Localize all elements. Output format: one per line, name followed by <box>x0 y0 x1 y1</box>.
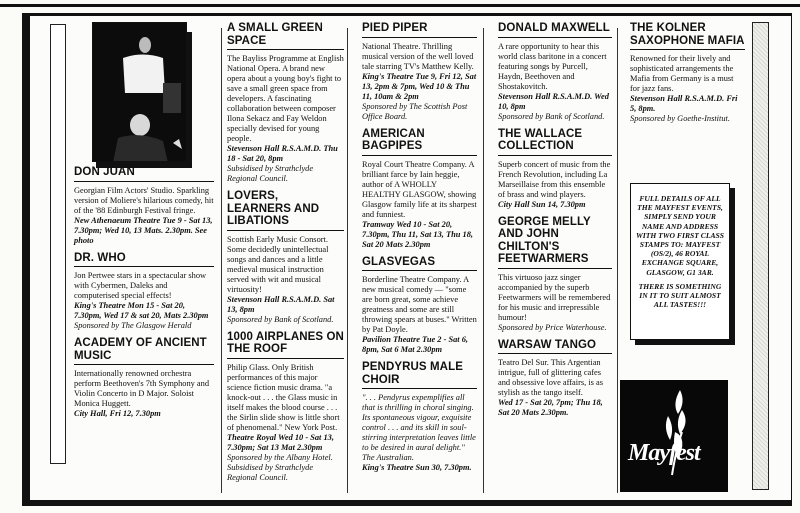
event-description: Philip Glass. Only British performances of this major science fiction music drama. "a knock-out . . . the Glass music in itself makes the blood course . . . the Sirlin slide show is little short of phenomenal." New York Post. <box>227 362 340 432</box>
event-venue: King's Theatre Tue 9, Fri 12, Sat 13, 2pm & 7pm, Wed 10 & Thu 11, 10am & 2pm <box>362 71 477 101</box>
event-glasvegas <box>362 256 477 356</box>
event-sponsor: Sponsored by the Albany Hotel. Subsidised by Strathclyde Regional Council. <box>227 452 333 482</box>
event-lovers-learners <box>227 190 344 325</box>
event-description: This virtuoso jazz singer accompanied by the superb Feetwarmers will be remembered for his music and irrepressible humour! <box>498 272 611 322</box>
column-divider <box>617 28 618 493</box>
event-venue: Tramway Wed 10 - Sat 20, 7.30pm, Thu 11, Sat 13, Thu 18, Sat 20 Mats 2.30pm <box>362 219 473 249</box>
logo-text: Mayfest <box>628 440 700 466</box>
event-description: Royal Court Theatre Company. A brilliant farce by Iain heggie, author of A WHOLLY HEALTHY GLASGOW, showing Glasgow family life at its sharpest and funniest. <box>362 159 477 219</box>
event-sponsor: Sponsored by Price Waterhouse. <box>498 322 607 332</box>
event-venue: King's Theatre Mon 15 - Sat 20, 7.30pm, Wed 17 & sat 20, Mats 2.30pm <box>74 301 209 320</box>
mayfest-logo <box>620 380 728 492</box>
event-description: Superb concert of music from the French Revolution, including La Marseillaise from this ensemble of brass and wind players. <box>498 159 611 199</box>
event-1000-airplanes <box>227 331 344 483</box>
event-venue: Stevenson Hall R.S.A.M.D. Wed 10, 8pm <box>498 91 609 111</box>
event-title: DR. WHO <box>74 252 214 268</box>
event-venue: City Hall Sun 14, 7.30pm <box>498 199 586 209</box>
event-description: A rare opportunity to hear this world class baritone in a concert featuring songs by Purcell, Haydn, Beethoven and Shostakovitch. <box>498 41 607 91</box>
left-decorative-bar <box>50 24 66 464</box>
event-title: DON JUAN <box>74 166 214 182</box>
event-don-juan <box>74 166 214 246</box>
event-venue: Theatre Royal Wed 10 - Sat 13, 7.30pm; Sat 13 Mat 2.30pm <box>227 432 334 452</box>
column-4 <box>498 22 612 424</box>
event-venue: Stevenson Hall R.S.A.M.D. Thu 18 - Sat 20, 8pm <box>227 144 338 163</box>
event-sponsor: Sponsored by The Scottish Post Office Board. <box>362 101 468 121</box>
event-title: PENDYRUS MALE CHOIR <box>362 361 477 389</box>
event-description: The Bayliss Programme at English National Opera. A brand new opera about a young boy's fight to save a small green space from developers. A fascinating collaboration between composer Ilona Sekacz and Fay Weldon specially devised for young people. <box>227 54 344 143</box>
event-description: ". . . Pendyrus expemplifies all that is thrilling in choral singing. Its spontaneous vigour, exquisite control . . . and its skill in soul-stirring interpretation leaves little to be desired in aural delight." The Australian. <box>362 393 476 462</box>
event-academy-ancient-music <box>74 337 214 419</box>
event-sponsor: Sponsored by Bank of Scotland. <box>227 314 334 324</box>
event-sponsor: Sponsored by The Glasgow Herald <box>74 321 192 330</box>
event-venue: Pavilion Theatre Tue 2 - Sat 6, 8pm, Sat 6 Mat 2.30pm <box>362 335 468 354</box>
event-description: Borderline Theatre Company. A new musical comedy — "some are born great, some achieve greatness and some are still throwing spears at buses." Written by Pat Doyle. <box>362 275 477 334</box>
event-title: THE WALLACE COLLECTION <box>498 128 612 156</box>
event-title: GEORGE MELLY AND JOHN CHILTON'S FEETWARMERS <box>498 216 612 269</box>
event-venue: Wed 17 - Sat 20, 7pm; Thu 18, Sat 20 Mats 2.30pm. <box>498 398 603 417</box>
event-venue: New Athenaeum Theatre Tue 9 - Sat 13, 7.30pm; Wed 10, 13 Mats. 2.30pm. See photo <box>74 215 213 245</box>
event-small-green-space <box>227 22 344 184</box>
event-kolner-saxophone-mafia <box>630 22 745 124</box>
event-donald-maxwell <box>498 22 612 122</box>
event-title: PIED PIPER <box>362 22 477 38</box>
photo-figures-icon <box>93 23 187 162</box>
event-sponsor: Sponsored by Goethe-Institut. <box>630 114 730 123</box>
event-warsaw-tango <box>498 339 612 419</box>
column-divider <box>483 28 484 493</box>
event-venue: Stevenson Hall R.S.A.M.D. Sat 13, 8pm <box>227 294 335 314</box>
event-title: A SMALL GREEN SPACE <box>227 22 344 50</box>
column-2 <box>227 22 344 489</box>
info-text: FULL DETAILS OF ALL THE MAYFEST EVENTS, SIMPLY SEND YOUR NAME AND ADDRESS WITH TWO FIRST CLASS STAMPS TO: MAYFEST (OS/2), 46 ROYAL EXCHANGE SQUARE, GLASGOW, G1 3AR. <box>636 194 724 277</box>
column-3 <box>362 22 477 479</box>
column-divider <box>221 28 222 493</box>
event-description: Scottish Early Music Consort. Some decidedly unintellectual songs and dances and a little medieval musical instruction served with wit and musical virtuosity! <box>227 234 329 294</box>
event-venue: City Hall, Fri 12, 7.30pm <box>74 409 161 418</box>
event-description: National Theatre. Thrilling musical version of the well loved tale starring TV's Matthew Kelly. <box>362 41 474 71</box>
event-title: GLASVEGAS <box>362 256 477 272</box>
right-stipple-bar <box>752 22 769 490</box>
event-dr-who <box>74 252 214 332</box>
event-wallace-collection <box>498 128 612 210</box>
don-juan-photo <box>92 22 187 162</box>
event-george-melly <box>498 216 612 333</box>
event-title: WARSAW TANGO <box>498 339 612 355</box>
event-title: AMERICAN BAGPIPES <box>362 128 477 156</box>
event-title: 1000 AIRPLANES ON THE ROOF <box>227 331 344 359</box>
event-american-bagpipes <box>362 128 477 250</box>
event-sponsor: Sponsored by Bank of Scotland. <box>498 111 605 121</box>
column-divider <box>347 28 348 493</box>
event-title: ACADEMY OF ANCIENT MUSIC <box>74 337 214 365</box>
column-5 <box>630 22 745 130</box>
event-sponsor: Subsidised by Strathclyde Regional Council. <box>227 164 314 183</box>
event-pendyrus-choir <box>362 361 477 473</box>
page-top-rule <box>0 4 800 7</box>
event-title: THE KOLNER SAXOPHONE MAFIA <box>630 22 745 50</box>
event-description: Renowned for their lively and sophisticated arrangements the Mafia from Germany is a must for jazz fans. <box>630 54 734 93</box>
event-description: Internationally renowned orchestra perform Beethoven's 7th Symphony and Violin Concerto in D Major. Soloist Monica Huggett. <box>74 369 210 408</box>
event-title: LOVERS, LEARNERS AND LIBATIONS <box>227 190 344 231</box>
event-title: DONALD MAXWELL <box>498 22 612 38</box>
event-description: Georgian Film Actors' Studio. Sparkling version of Moliere's hilarious comedy, hit of the '88 Edinburgh Festival fringe. <box>74 185 214 215</box>
wheat-leaf-icon <box>620 380 728 492</box>
mayfest-info-box <box>630 183 730 340</box>
column-1 <box>74 166 214 425</box>
event-description: Jon Pertwee stars in a spectacular show with Cybermen, Daleks and computerised special effects! <box>74 271 207 300</box>
event-description: Teatro Del Sur. This Argentian intrigue, full of glittering cafes and obsessive love affairs, is as stylish as the tango itself. <box>498 358 603 397</box>
event-venue: King's Theatre Sun 30, 7.30pm. <box>362 463 472 472</box>
event-pied-piper <box>362 22 477 122</box>
event-venue: Stevenson Hall R.S.A.M.D. Fri 5, 8pm. <box>630 94 738 113</box>
info-tagline: THERE IS SOMETHING IN IT TO SUIT ALMOST ALL TASTES!!! <box>638 281 722 310</box>
